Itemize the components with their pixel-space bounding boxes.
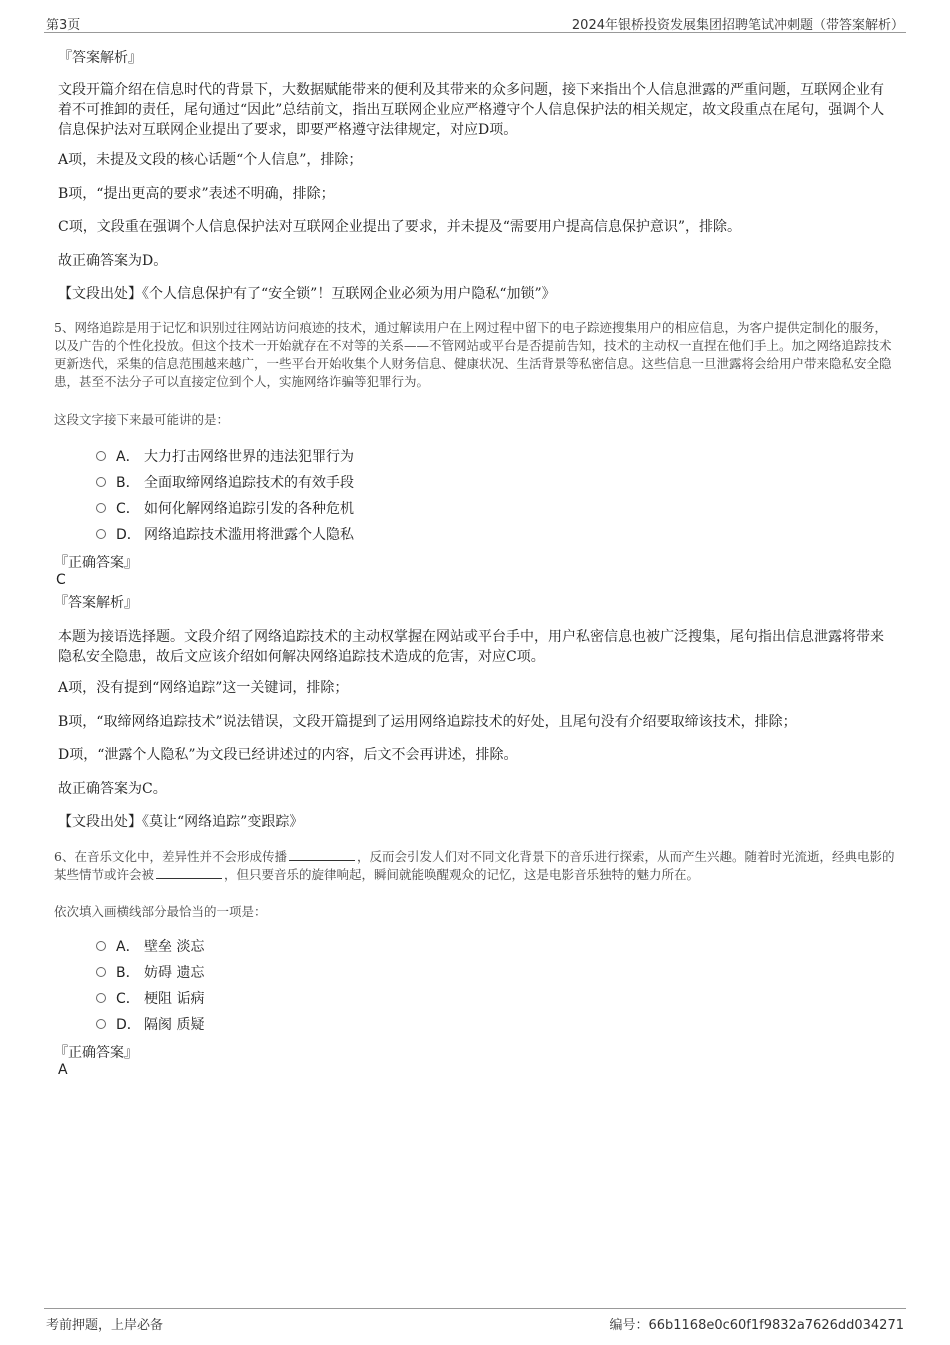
q6-question-text: 6、在音乐文化中，差异性并不会形成传播 ，反而会引发人们对不同文化背景下的音乐进行探索，从而产生兴趣。随着时光流逝，经典电影的某些情节或许会被 ，但只要音乐的旋律响起，瞬间就能唤醒观众的记忆，这是电影音乐独特的魅力所在。 (54, 849, 895, 882)
blank-line (289, 848, 355, 861)
q5-option-d-analysis: D项，“泄露个人隐私”为文段已经讲述过的内容，后文不会再讲述，排除。 (58, 747, 518, 763)
q5-analysis-text: 本题为接语选择题。文段介绍了网络追踪技术的主动权掌握在网站或平台手中，用户私密信息也被广泛搜集，尾句指出信息泄露将带来隐私安全隐患，故后文应该介绍如何解决网络追踪技术造成的危害，对应C项。 (58, 629, 884, 665)
q5-option-a[interactable]: A． 大力打击网络世界的违法犯罪行为 (96, 447, 354, 467)
radio-icon[interactable] (96, 967, 106, 977)
q5-answer-label: 『正确答案』 (54, 555, 138, 571)
q6-option-c[interactable]: C． 梗阻 诟病 (96, 989, 204, 1009)
page-header (44, 14, 906, 33)
q5-answer: C (56, 572, 66, 588)
radio-icon[interactable] (96, 451, 106, 461)
radio-icon[interactable] (96, 993, 106, 1003)
radio-icon[interactable] (96, 503, 106, 513)
q5-prompt: 这段文字接下来最可能讲的是： (54, 412, 230, 427)
q5-analysis-label: 『答案解析』 (54, 595, 138, 611)
q6-option-d[interactable]: D． 隔阂 质疑 (96, 1015, 204, 1035)
radio-icon[interactable] (96, 477, 106, 487)
radio-icon[interactable] (96, 941, 106, 951)
page-footer (44, 1308, 906, 1333)
page-number: 第3页 (46, 18, 81, 33)
q5-option-a-analysis: A项，没有提到“网络追踪”这一关键词，排除； (58, 680, 349, 696)
q6-option-b[interactable]: B． 妨碍 遗忘 (96, 963, 204, 983)
document-id: 编号：66b1168e0c60f1f9832a7626dd034271 (609, 1318, 904, 1333)
q5-source: 【文段出处】《莫让“网络追踪”变跟踪》 (58, 814, 304, 830)
radio-icon[interactable] (96, 529, 106, 539)
q4-conclusion: 故正确答案为D。 (58, 253, 168, 269)
q5-option-d[interactable]: D． 网络追踪技术滥用将泄露个人隐私 (96, 525, 354, 545)
q5-question-text: 5、网络追踪是用于记忆和识别过往网站访问痕迹的技术，通过解读用户在上网过程中留下的电子踪迹搜集用户的相应信息，为客户提供定制化的服务，以及广告的个性化投放。但这个技术一开始就存在不对等的关系——不管网站或平台是否提前告知，技术的主动权一直捏在他们手上。加之网络追踪技术更新迭代，采集的信息范围越来越广，一些平台开始收集个人财务信息、健康状况、生活背景等私密信息。这些信息一旦泄露将会给用户带来隐私安全隐患，甚至不法分子可以直接定位到个人，实施网络诈骗等犯罪行为。 (54, 320, 892, 389)
q5-option-b-analysis: B项，“取缔网络追踪技术”说法错误，文段开篇提到了运用网络追踪技术的好处，且尾句没有介绍要取缔该技术，排除； (58, 714, 797, 730)
q4-analysis-label: 『答案解析』 (58, 50, 142, 66)
q6-prompt: 依次填入画横线部分最恰当的一项是： (54, 904, 267, 919)
q5-conclusion: 故正确答案为C。 (58, 781, 167, 797)
document-title: 2024年银桥投资发展集团招聘笔试冲刺题（带答案解析） (571, 18, 904, 33)
q4-option-a-analysis: A项，未提及文段的核心话题“个人信息”，排除； (58, 152, 363, 168)
q6-answer-label: 『正确答案』 (54, 1045, 138, 1061)
radio-icon[interactable] (96, 1019, 106, 1029)
q6-option-a[interactable]: A． 壁垒 淡忘 (96, 937, 204, 957)
blank-line (156, 866, 222, 879)
q4-option-c-analysis: C项，文段重在强调个人信息保护法对互联网企业提出了要求，并未提及“需要用户提高信息保护意识”，排除。 (58, 219, 742, 235)
q4-option-b-analysis: B项，“提出更高的要求”表述不明确，排除； (58, 186, 335, 202)
q4-analysis-text: 文段开篇介绍在信息时代的背景下，大数据赋能带来的便利及其带来的众多问题，接下来指出个人信息泄露的严重问题，互联网企业有着不可推卸的责任，尾句通过“因此”总结前文，指出互联网企业应严格遵守个人信息保护法的相关规定，故文段重点在尾句，强调个人信息保护法对互联网企业提出了要求，即要严格遵守法律规定，对应D项。 (58, 82, 885, 138)
q4-source: 【文段出处】《个人信息保护有了“安全锁”！互联网企业必须为用户隐私“加锁”》 (58, 286, 556, 302)
footer-slogan: 考前押题，上岸必备 (46, 1318, 164, 1333)
q5-option-c[interactable]: C． 如何化解网络追踪引发的各种危机 (96, 499, 354, 519)
q6-answer: A (58, 1062, 68, 1078)
q5-option-b[interactable]: B． 全面取缔网络追踪技术的有效手段 (96, 473, 354, 493)
